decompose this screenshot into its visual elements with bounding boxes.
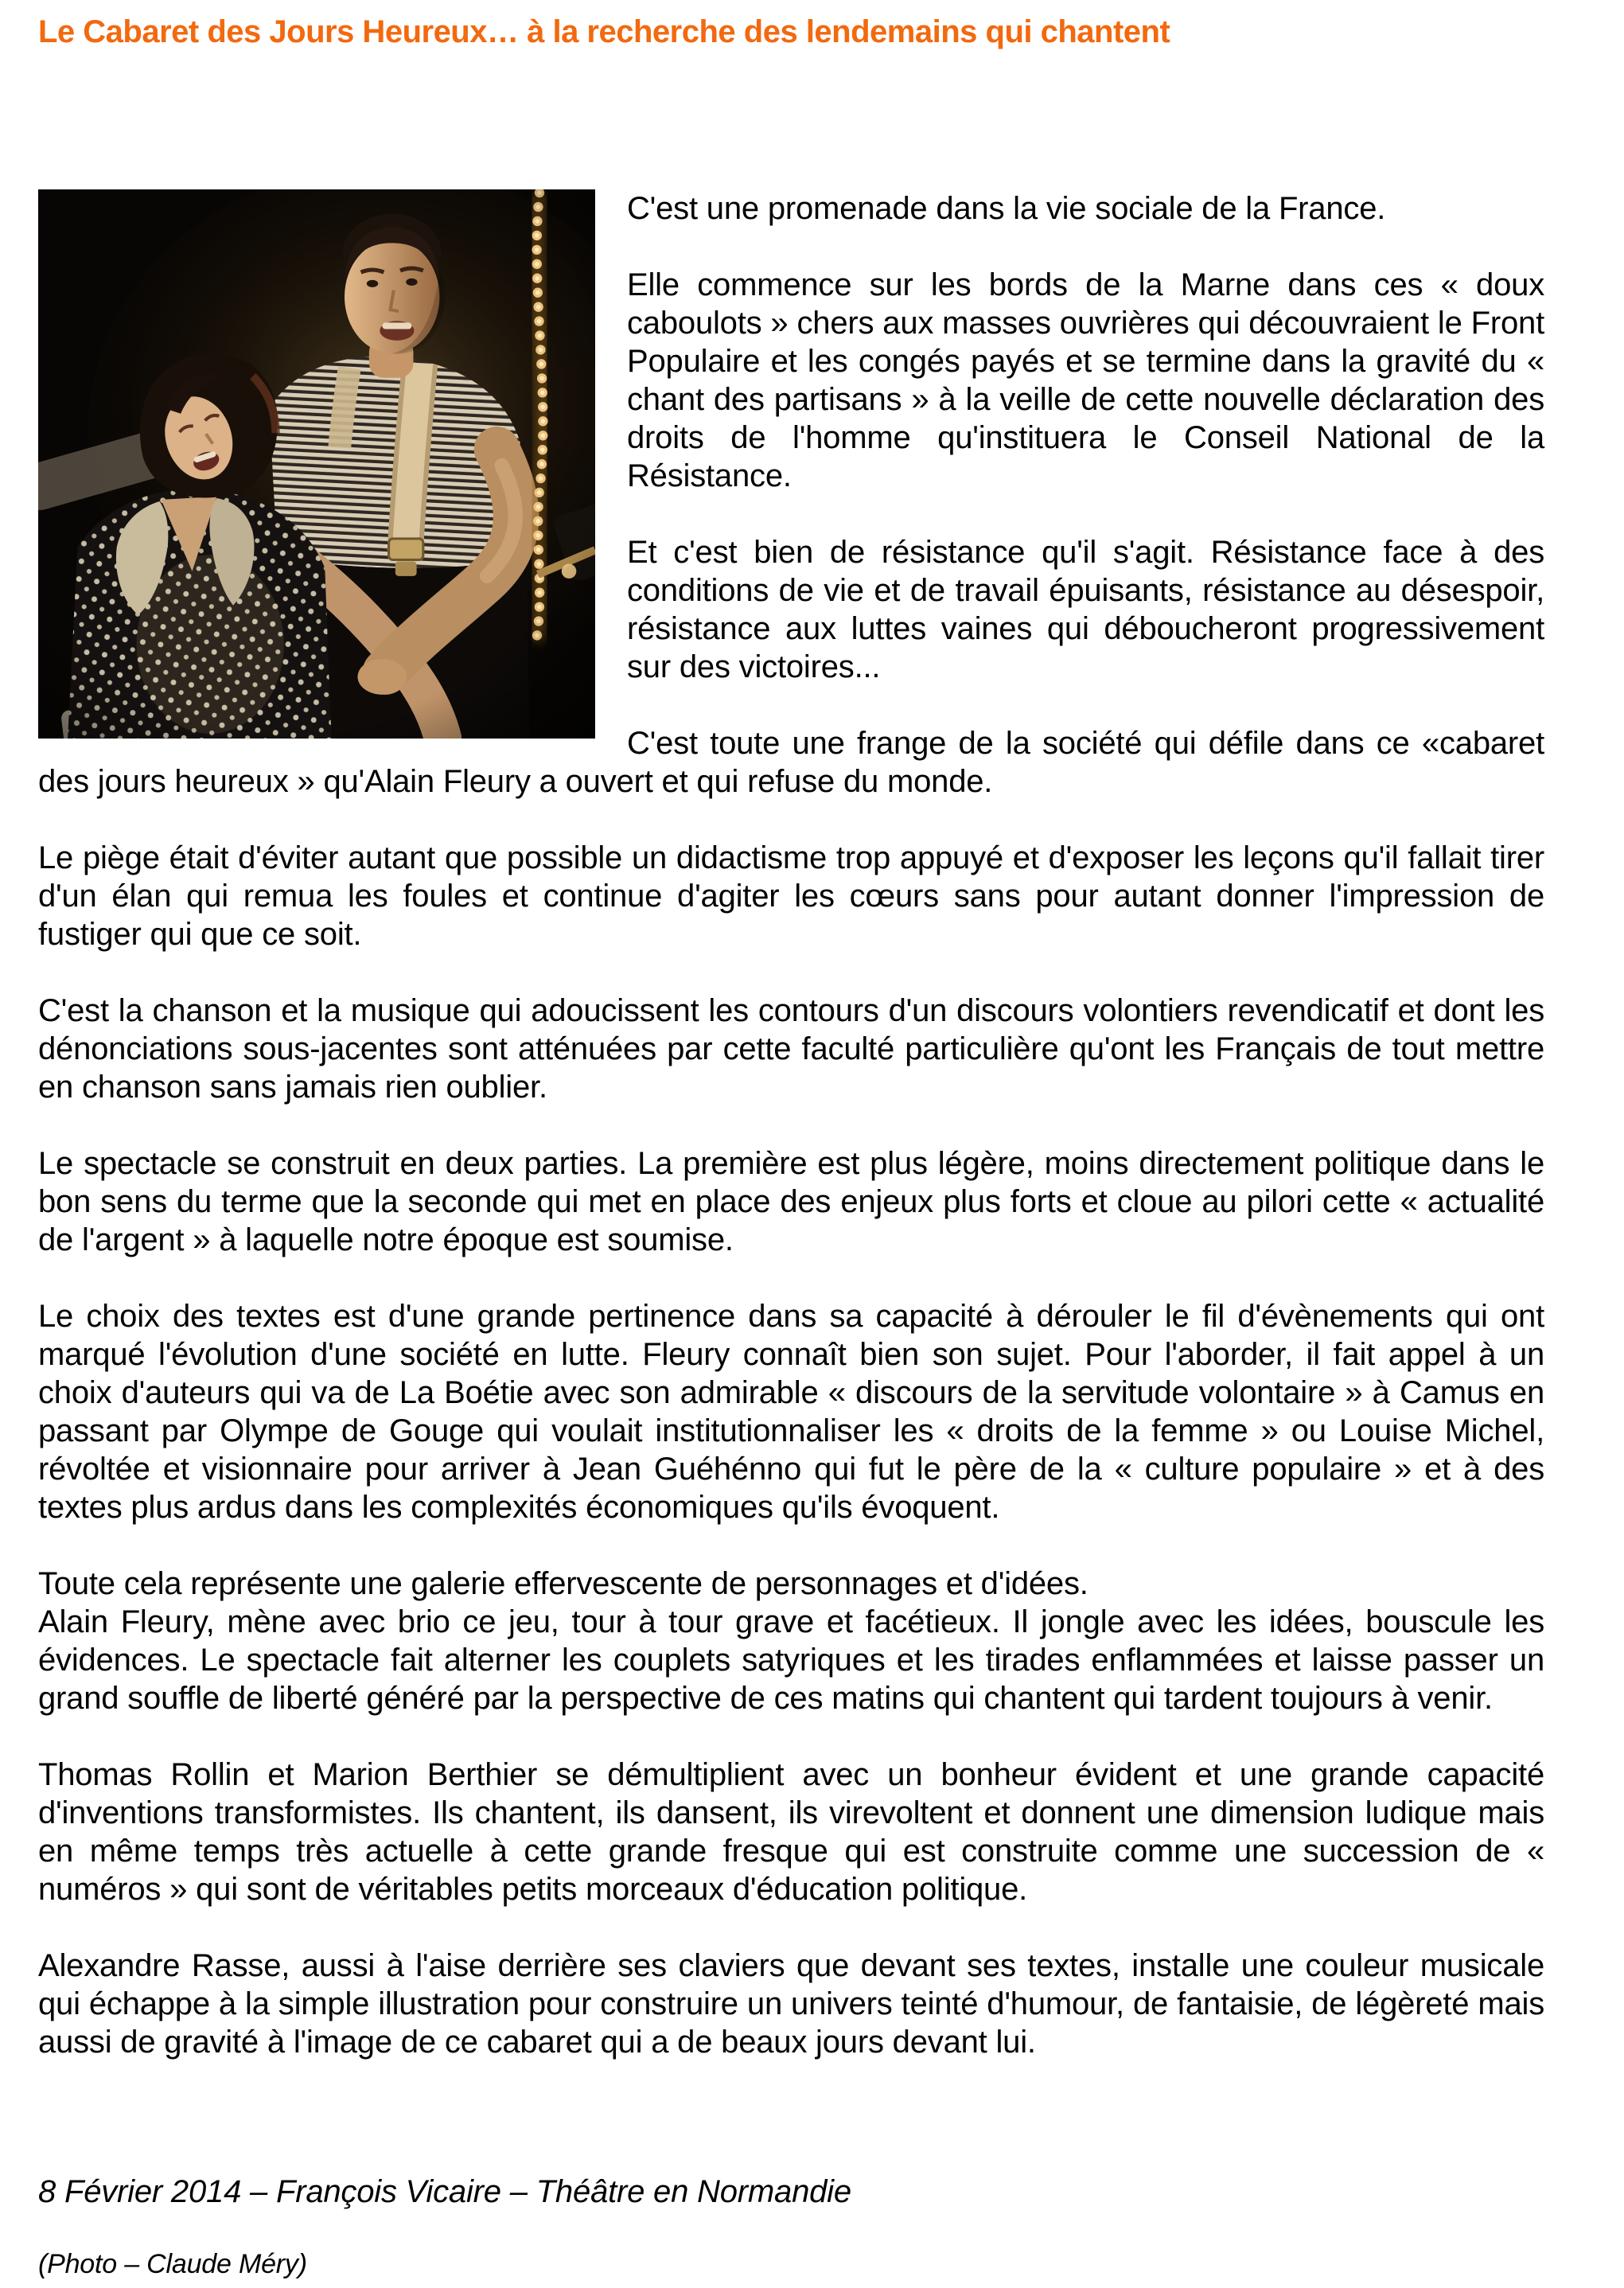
article-body: [38, 189, 1544, 2281]
article-title: Le Cabaret des Jours Heureux… à la recherche des lendemains qui chantent: [38, 14, 1170, 49]
article-paragraph: Alain Fleury, mène avec brio ce jeu, tour à tour grave et facétieux. Il jongle avec les idées, bouscule les évidences. Le spectacle fait alterner les couplets satyriques et les tirades enflammées et laisse passer un grand souffle de liberté généré par la perspective de ces matins qui chantent qui tardent toujours à venir.: [38, 1604, 1544, 1716]
article-paragraph: Alexandre Rasse, aussi à l'aise derrière ses claviers que devant ses textes, installe une couleur musicale qui échappe à la simple illustration pour construire un univers teinté d'humour, de fantaisie, de légèreté mais aussi de gravité à l'image de ce cabaret qui a de beaux jours devant lui.: [38, 1948, 1544, 2060]
article-paragraph: Elle commence sur les bords de la Marne dans ces « doux caboulots » chers aux masses ouvrières qui découvraient le Front Populaire et les congés payés et se termine dans la gravité du « chant des partisans » à la veille de cette nouvelle déclaration des droits de l'homme qu'instituera le Conseil National de la Résistance.: [627, 267, 1544, 493]
article-paragraph: Le spectacle se construit en deux parties. La première est plus légère, moins directement politique dans le bon sens du terme que la seconde qui met en place des enjeux plus forts et cloue au pilori cette « actualité de l'argent » à laquelle notre époque est soumise.: [38, 1146, 1544, 1257]
article-paragraph: Le choix des textes est d'une grande pertinence dans sa capacité à dérouler le fil d'évènements qui ont marqué l'évolution d'une société en lutte. Fleury connaît bien son sujet. Pour l'aborder, il fait appel à un choix d'auteurs qui va de La Boétie avec son admirable « discours de la servitude volontaire » à Camus en passant par Olympe de Gouge qui voulait institutionnaliser les « droits de la femme » ou Louise Michel, révoltée et visionnaire pour arriver à Jean Guéhénno qui fut le père de la « culture populaire » et à des textes plus ardus dans les complexités économiques qu'ils évoquent.: [38, 1299, 1544, 1525]
stage-photo-illustration: [38, 189, 595, 739]
photo-credit-line: (Photo – Claude Méry): [38, 2249, 307, 2279]
article-paragraph: C'est la chanson et la musique qui adoucissent les contours d'un discours volontiers revendicatif et dont les dénonciations sous-jacentes sont atténuées par cette faculté particulière qu'ont les Français de tout mettre en chanson sans jamais rien oublier.: [38, 993, 1544, 1105]
article-paragraph: C'est une promenade dans la vie sociale de la France.: [627, 191, 1386, 226]
article-paragraph: Thomas Rollin et Marion Berthier se démultiplient avec un bonheur évident et une grande capacité d'inventions transformistes. Ils chantent, ils dansent, ils virevoltent et donnent une dimension ludique mais en même temps très actuelle à cette grande fresque qui est construite comme une succession de « numéros » qui sont de véritables petits morceaux d'éducation politique.: [38, 1757, 1544, 1907]
article-byline: 8 Février 2014 – François Vicaire – Théâtre en Normandie: [38, 2174, 851, 2209]
article-paragraph: Le piège était d'éviter autant que possible un didactisme trop appuyé et d'exposer les leçons qu'il fallait tirer d'un élan qui remua les foules et continue d'agiter les cœurs sans pour autant donner l'impression de fustiger qui que ce soit.: [38, 840, 1544, 952]
article-paragraph: Et c'est bien de résistance qu'il s'agit. Résistance face à des conditions de vie et de travail épuisants, résistance au désespoir, résistance aux luttes vaines qui déboucheront progressivement sur des victoires...: [627, 535, 1544, 684]
article-paragraph: Toute cela représente une galerie effervescente de personnages et d'idées.: [38, 1566, 1089, 1601]
article-paragraph: C'est toute une frange de la société qui défile dans ce «cabaret des jours heureux » qu'Alain Fleury a ouvert et qui refuse du monde.: [38, 726, 1544, 799]
article-photo: [38, 189, 595, 739]
